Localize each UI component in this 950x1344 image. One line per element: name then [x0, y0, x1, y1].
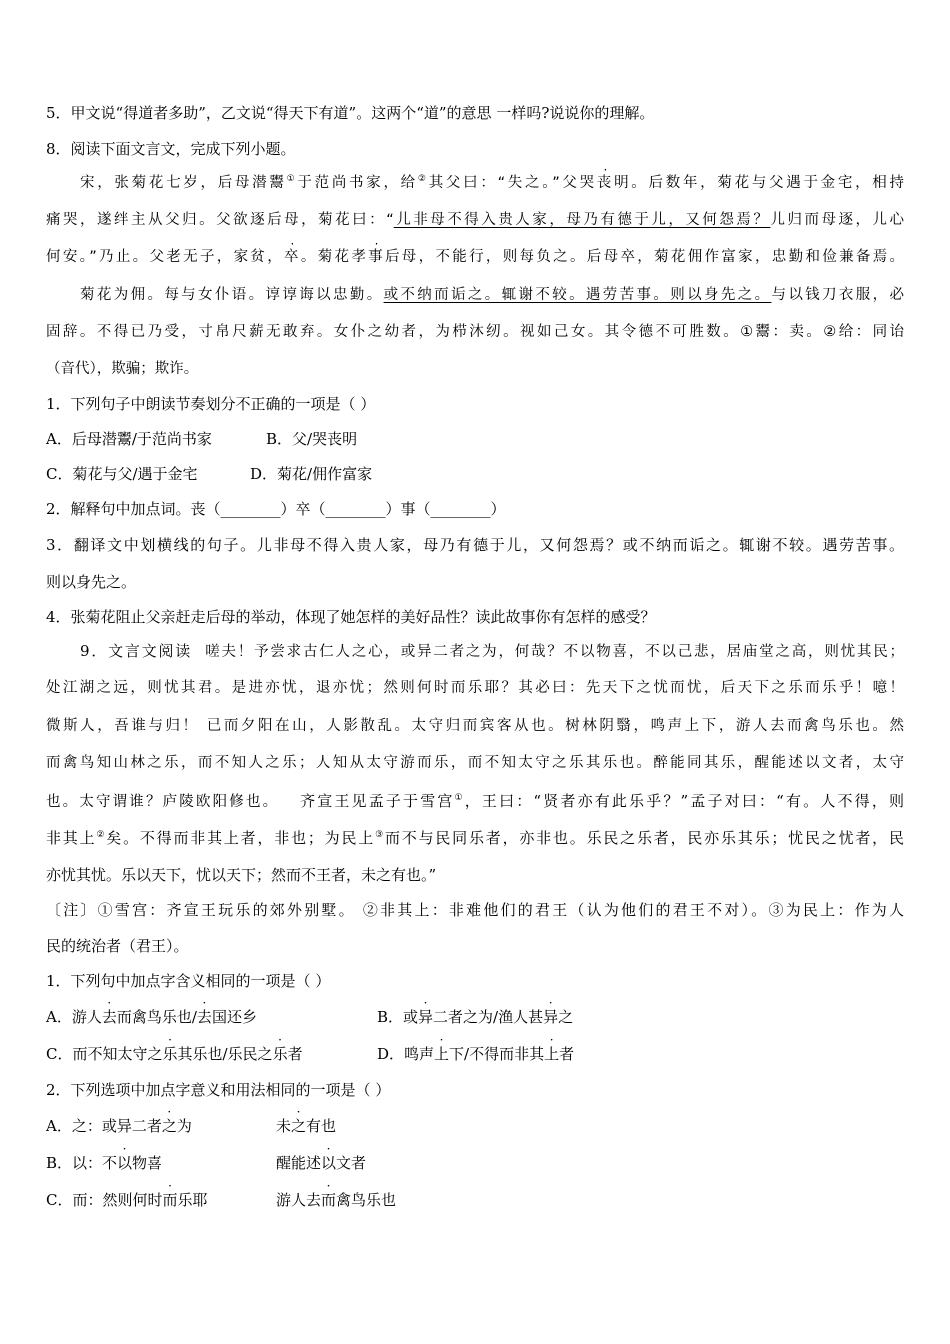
question-4: 4．张菊花阻止父亲赶走后母的举动，体现了她怎样的美好品性？读此故事你有怎样的感受？	[46, 608, 656, 626]
passage-line: 非其上②矣。不得而非其上者，非也；为民上③而不与民同乐者，亦非也。乐民之乐者，民亦乐其乐；忧民之忧者，民	[46, 829, 904, 847]
passage-line: 也。太守谓谁？庐陵欧阳修也。 齐宣王见孟子于雪宫①，王曰：“贤者亦有此乐乎？”孟子对曰：“有。人不得，则	[46, 792, 904, 810]
passage-line: 处江湖之远，则忧其君。是进亦忧，退亦忧；然则何时而乐耶？其必曰：先天下之忧而忧，后天下之乐而乐乎！噫！	[46, 680, 904, 696]
passage-line: 而禽鸟知山林之乐，而不知人之乐；人知从太守游而乐，而不知太守之乐其乐也。醉能同其乐，醒能述以文者，太守	[46, 755, 904, 771]
dotted-char: 事	[368, 249, 385, 265]
passage-line: 何安。”乃止。父老无子，家贫，卒。菊花孝事后母，不能行，则每负之。后母卒，菊花佣作富家，忠勤和俭兼备焉。	[46, 249, 905, 265]
options-cd: C．而不知太守之乐其乐也/乐民之乐者 D．鸣声上下/不得而非其上者	[46, 1045, 575, 1063]
dotted-char: 卒	[284, 249, 301, 265]
underlined-sentence: 儿非母不得入贵人家，母乃有德于儿，又何怨焉？	[393, 212, 771, 228]
dotted-char: 丧	[596, 175, 615, 191]
options-ab: A．后母潜鬻/于范尚书家 B．父/哭丧明	[46, 430, 358, 448]
passage-line: 菊花为佣。每与女仆语。谆谆诲以忠勤。或不纳而诟之。辄谢不较。遇劳苦事。则以身先之。与以钱刀衣服，必	[80, 287, 905, 303]
option-c: C．而：然则何时而乐耶 游人去而禽鸟乐也	[46, 1191, 397, 1209]
options-cd: C．菊花与父/遇于金宅 D．菊花/佣作富家	[46, 465, 373, 483]
line-q8-heading: 8．阅读下面文言文，完成下列小题。	[46, 140, 296, 158]
passage-line: 固辞。不得已乃受，寸帛尺薪无敢弃。女仆之幼者，为栉沐纫。视如己女。其令德不可胜数。①鬻：卖。②给：同诒	[46, 324, 904, 340]
passage-line: （音代），欺骗；欺诈。	[46, 361, 199, 377]
question-3: 3．翻译文中划横线的句子。儿非母不得入贵人家，母乃有德于儿，又何怨焉？或不纳而诟之。辄谢不较。遇劳苦事。	[46, 536, 904, 554]
passage-line: 9．文言文阅读 嗟夫！予尝求古仁人之心，或异二者之为，何哉？不以物喜，不以己悲，居庙堂之高，则忧其民；	[80, 642, 904, 660]
line-q5: 5．甲文说“得道者多助”，乙文说“得天下有道”。这两个“道”的意思 一样吗?说说你的理解。	[46, 104, 655, 122]
option-b: B．以：不以物喜 醒能述以文者	[46, 1154, 367, 1172]
question-9-1: 1．下列句中加点字含义相同的一项是（ ）	[46, 972, 331, 990]
question-2: 2．解释句中加点词。丧（________）卒（________）事（________）	[46, 500, 506, 518]
passage-line: 微斯人，吾谁与归！ 已而夕阳在山，人影散乱。太守归而宾客从也。树林阴翳，鸣声上下，游人去而禽鸟乐也。然	[46, 718, 904, 734]
question-3-cont: 则以身先之。	[46, 573, 137, 591]
notes-line: 〔注〕①雪宫：齐宣王玩乐的郊外别墅。 ②非其上：非难他们的君王（认为他们的君王不对）。③为民上：作为人	[46, 901, 904, 919]
options-ab: A．游人去而禽鸟乐也/去国还乡 B．或异二者之为/渔人甚异之	[46, 1008, 574, 1026]
passage-line: 痛哭，遂绊主从父归。父欲逐后母，菊花曰：“儿非母不得入贵人家，母乃有德于儿，又何怨焉？儿归而母逐，儿心	[46, 212, 905, 228]
question-9-2: 2．下列选项中加点字意义和用法相同的一项是（ ）	[46, 1081, 391, 1099]
option-a: A．之：或异二者之为 未之有也	[46, 1117, 337, 1135]
passage-line: 宋，张菊花七岁，后母潜鬻①于范尚书家，给②其父曰：“失之。”父哭丧明。后数年，菊花与父遇于金宅，相持	[80, 174, 905, 191]
question-1: 1．下列句子中朗读节奏划分不正确的一项是（ ）	[46, 395, 376, 413]
underlined-sentence: 或不纳而诟之。辄谢不较。遇劳苦事。则以身先之。	[383, 287, 772, 303]
passage-line: 亦忧其忧。乐以天下，忧以天下；然而不王者，未之有也。”	[46, 866, 437, 884]
notes-line: 民的统治者（君王）。	[46, 937, 189, 955]
